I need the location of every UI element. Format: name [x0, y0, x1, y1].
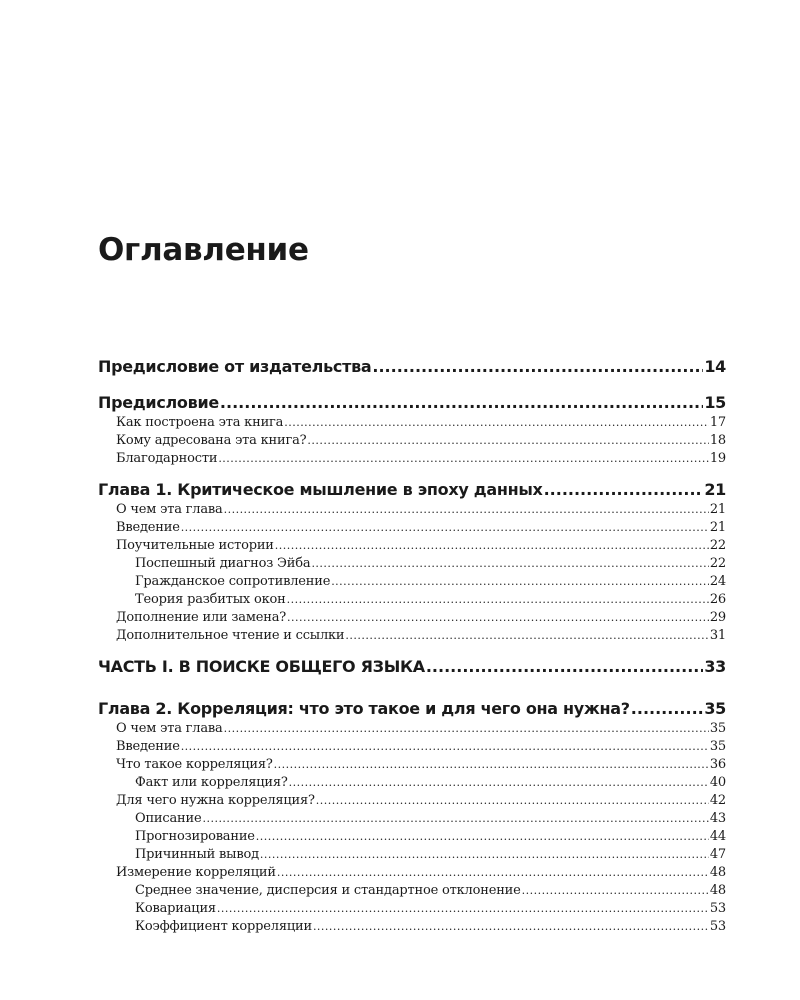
dot-leader [631, 698, 704, 720]
toc-page-number: 15 [704, 393, 726, 412]
toc-page-number: 35 [709, 721, 726, 736]
toc-entry-title: Благодарности [116, 451, 218, 466]
dot-leader [284, 414, 709, 432]
dot-leader [181, 519, 709, 537]
toc-entry-title: Прогнозирование [135, 829, 255, 844]
toc-entry-title: ЧАСТЬ I. В ПОИСКЕ ОБЩЕГО ЯЗЫКА [98, 657, 425, 676]
dot-leader [224, 501, 709, 519]
toc-entry-title: Описание [135, 811, 202, 826]
toc-entry-title: Предисловие [98, 393, 219, 412]
toc-chapter-entry[interactable] [98, 479, 726, 501]
toc-entry-title: Глава 2. Корреляция: что это такое и для чего она нужна? [98, 699, 630, 718]
dot-leader [311, 555, 708, 573]
toc-page-number: 14 [704, 357, 726, 376]
toc-section-entry[interactable] [98, 501, 726, 519]
toc-section-entry[interactable] [98, 573, 726, 591]
toc-entry-title: Как построена эта книга [116, 415, 284, 430]
toc-page-number: 19 [709, 451, 726, 466]
toc-section-entry[interactable] [98, 414, 726, 432]
toc-section-entry[interactable] [98, 555, 726, 573]
toc-page-number: 22 [709, 538, 726, 553]
dot-leader [202, 810, 708, 828]
toc-section-entry[interactable] [98, 882, 726, 900]
toc-section-entry[interactable] [98, 432, 726, 450]
toc-page-number: 33 [704, 657, 726, 676]
dot-leader [313, 918, 709, 936]
toc-entry-title: Дополнение или замена? [116, 610, 287, 625]
toc-section-entry[interactable] [98, 828, 726, 846]
dot-leader [224, 720, 709, 738]
toc-page-number: 44 [709, 829, 726, 844]
page-title: Оглавление [98, 232, 309, 268]
toc-section-entry[interactable] [98, 846, 726, 864]
dot-leader [372, 356, 703, 378]
toc-page-number: 21 [709, 520, 726, 535]
toc-page-number: 22 [709, 556, 726, 571]
dot-leader [544, 479, 704, 501]
table-of-contents [98, 356, 726, 936]
dot-leader [287, 609, 709, 627]
toc-section-entry[interactable] [98, 738, 726, 756]
dot-leader [289, 774, 709, 792]
toc-section-entry[interactable] [98, 609, 726, 627]
dot-leader [275, 537, 709, 555]
toc-entry-title: Среднее значение, дисперсия и стандартное отклонение [135, 883, 521, 898]
dot-leader [256, 828, 709, 846]
toc-entry-title: Введение [116, 739, 180, 754]
toc-chapter-entry[interactable] [98, 656, 726, 678]
dot-leader [277, 864, 709, 882]
toc-entry-title: О чем эта глава [116, 502, 223, 517]
dot-leader [218, 450, 709, 468]
toc-chapter-entry[interactable] [98, 698, 726, 720]
toc-page-number: 43 [709, 811, 726, 826]
dot-leader [287, 591, 709, 609]
toc-page-number: 21 [704, 480, 726, 499]
dot-leader [217, 900, 709, 918]
toc-page-number: 31 [709, 628, 726, 643]
toc-page-number: 35 [704, 699, 726, 718]
dot-leader [274, 756, 709, 774]
toc-entry-title: Ковариация [135, 901, 216, 916]
dot-leader [426, 656, 703, 678]
toc-entry-title: О чем эта глава [116, 721, 223, 736]
toc-section-entry[interactable] [98, 918, 726, 936]
toc-entry-title: Поспешный диагноз Эйба [135, 556, 311, 571]
toc-section-entry[interactable] [98, 810, 726, 828]
toc-section-entry[interactable] [98, 720, 726, 738]
toc-page-number: 29 [709, 610, 726, 625]
toc-entry-title: Коэффициент корреляции [135, 919, 312, 934]
toc-page-number: 53 [709, 919, 726, 934]
toc-entry-title: Для чего нужна корреляция? [116, 793, 315, 808]
dot-leader [345, 627, 708, 645]
toc-chapter-entry[interactable] [98, 356, 726, 378]
toc-entry-title: Причинный вывод [135, 847, 259, 862]
toc-entry-title: Факт или корреляция? [135, 775, 288, 790]
toc-chapter-entry[interactable] [98, 392, 726, 414]
toc-page-number: 24 [709, 574, 726, 589]
toc-entry-title: Глава 1. Критическое мышление в эпоху данных [98, 480, 543, 499]
toc-entry-title: Предисловие от издательства [98, 357, 372, 376]
toc-section-entry[interactable] [98, 537, 726, 555]
dot-leader [260, 846, 709, 864]
toc-entry-title: Поучительные истории [116, 538, 274, 553]
toc-section-entry[interactable] [98, 450, 726, 468]
toc-page-number: 26 [709, 592, 726, 607]
dot-leader [522, 882, 709, 900]
toc-page-number: 40 [709, 775, 726, 790]
toc-page-number: 21 [709, 502, 726, 517]
toc-entry-title: Измерение корреляций [116, 865, 276, 880]
toc-page-number: 48 [709, 865, 726, 880]
dot-leader [307, 432, 708, 450]
toc-page-number: 42 [709, 793, 726, 808]
toc-section-entry[interactable] [98, 519, 726, 537]
toc-section-entry[interactable] [98, 864, 726, 882]
toc-page-number: 47 [709, 847, 726, 862]
toc-entry-title: Что такое корреляция? [116, 757, 273, 772]
dot-leader [331, 573, 709, 591]
toc-entry-title: Теория разбитых окон [135, 592, 286, 607]
toc-entry-title: Гражданское сопротивление [135, 574, 331, 589]
toc-page-number: 35 [709, 739, 726, 754]
toc-page-number: 17 [709, 415, 726, 430]
toc-page-number: 53 [709, 901, 726, 916]
dot-leader [181, 738, 709, 756]
toc-section-entry[interactable] [98, 627, 726, 645]
toc-page-number: 48 [709, 883, 726, 898]
dot-leader [316, 792, 709, 810]
toc-page-number: 18 [709, 433, 726, 448]
toc-entry-title: Кому адресована эта книга? [116, 433, 307, 448]
toc-page-number: 36 [709, 757, 726, 772]
dot-leader [220, 392, 703, 414]
toc-section-entry[interactable] [98, 792, 726, 810]
toc-section-entry[interactable] [98, 591, 726, 609]
toc-entry-title: Введение [116, 520, 180, 535]
toc-entry-title: Дополнительное чтение и ссылки [116, 628, 345, 643]
toc-section-entry[interactable] [98, 756, 726, 774]
toc-section-entry[interactable] [98, 900, 726, 918]
toc-section-entry[interactable] [98, 774, 726, 792]
